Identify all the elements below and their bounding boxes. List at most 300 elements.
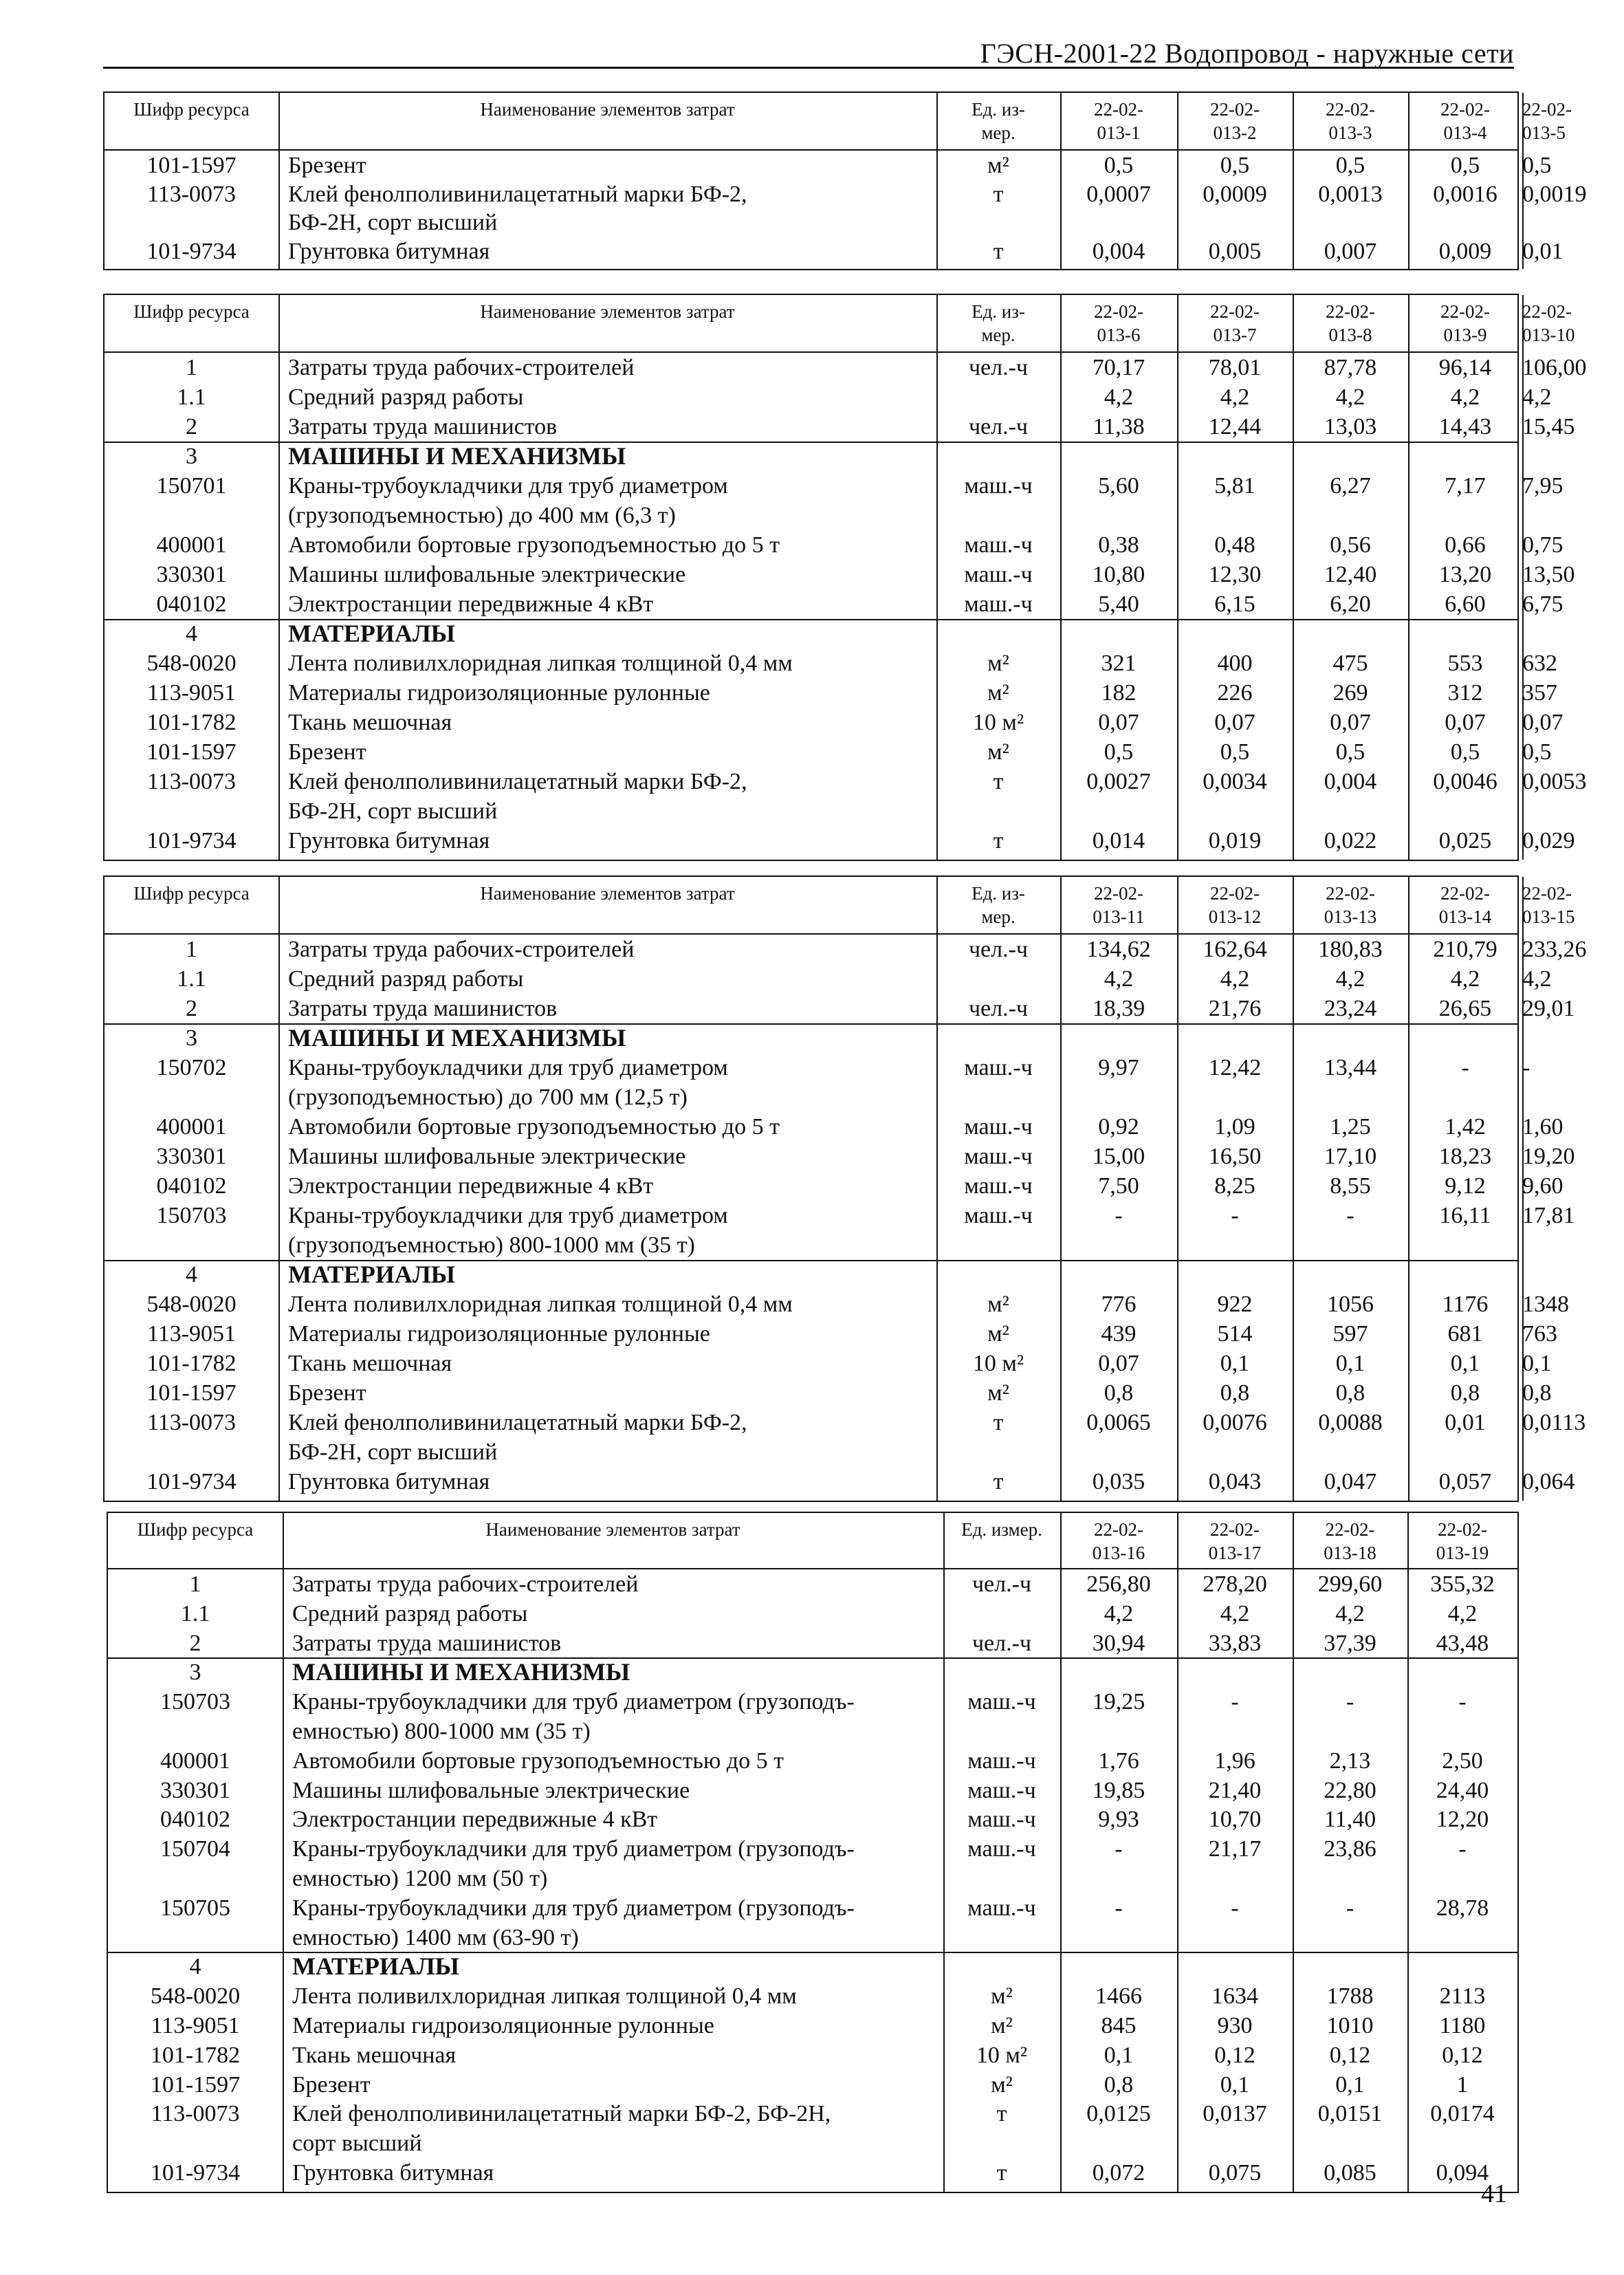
table-row (108, 2040, 1517, 2070)
resource-name: Брезент (292, 2071, 371, 2098)
value-cell: 4,2 (1522, 384, 1552, 410)
value-cell: 763 (1522, 1321, 1557, 1347)
value-cell: 0,1 (1104, 2042, 1134, 2068)
table-row (105, 1289, 1569, 1319)
header-column-code: 22-02- (1440, 301, 1490, 322)
value-cell: 21,17 (1208, 1836, 1262, 1862)
resource-code: 040102 (160, 1807, 230, 1833)
header-column-code: 22-02- (1440, 99, 1490, 120)
value-cell: 0,8 (1104, 2071, 1134, 2098)
value-cell: 9,60 (1522, 1173, 1563, 1199)
value-cell: - (1346, 1895, 1354, 1921)
value-cell: 37,39 (1324, 1630, 1376, 1656)
table-row (108, 1657, 1517, 1687)
unit: маш.-ч (964, 1144, 1033, 1169)
table-row (105, 1408, 1586, 1437)
value-cell: 23,24 (1324, 996, 1377, 1021)
value-cell: 12,42 (1208, 1055, 1262, 1080)
value-cell: 70,17 (1092, 355, 1145, 380)
header-column-code: 22-02- (1210, 301, 1260, 322)
value-cell: 43,48 (1436, 1630, 1489, 1656)
header-column-code: 013-14 (1438, 906, 1492, 927)
resource-code: 040102 (156, 591, 227, 617)
resource-code: 400001 (156, 1114, 227, 1140)
section-title: МАТЕРИАЛЫ (288, 1261, 455, 1288)
header-column-code: 013-13 (1324, 906, 1377, 927)
table-row (105, 767, 1587, 796)
value-cell: 355,32 (1430, 1571, 1495, 1597)
value-cell: 0,12 (1329, 2042, 1371, 2068)
header-column-code: 013-11 (1093, 906, 1145, 927)
unit: маш.-ч (967, 1689, 1036, 1715)
table-row (105, 796, 1517, 826)
value-cell: 0,0076 (1203, 1410, 1267, 1435)
header-column-code: 22-02- (1326, 99, 1375, 120)
value-cell: 134,62 (1086, 937, 1151, 962)
cost-table (103, 91, 1587, 270)
value-cell: 4,2 (1450, 384, 1480, 410)
value-cell: 1176 (1442, 1292, 1489, 1317)
table-row (105, 530, 1563, 560)
resource-code: 101-1597 (146, 1380, 237, 1406)
unit: м² (987, 1321, 1009, 1347)
value-cell: 0,12 (1214, 2042, 1255, 2068)
resource-code: 101-1782 (146, 710, 237, 735)
resource-code: 548-0020 (150, 1983, 241, 2010)
cost-table (103, 294, 1587, 861)
value-cell: 0,014 (1092, 828, 1145, 853)
value-cell: 4,2 (1220, 966, 1250, 992)
value-cell: 0,1 (1450, 1351, 1480, 1376)
resource-code: 3 (186, 444, 197, 469)
value-cell: 13,44 (1324, 1055, 1377, 1080)
header-column-code: 22-02- (1210, 1519, 1260, 1540)
value-cell: 9,12 (1445, 1173, 1486, 1199)
resource-name: Клей фенолполивинилацетатный марки БФ-2, (288, 181, 747, 207)
unit: 10 м² (976, 2042, 1028, 2068)
value-cell: 16,11 (1439, 1203, 1491, 1228)
value-cell: - (1461, 1055, 1469, 1080)
resource-name: Затраты труда машинистов (292, 1630, 562, 1656)
section-title: МАТЕРИАЛЫ (292, 1952, 459, 1981)
table-row (108, 1864, 1517, 1893)
value-cell: 0,072 (1092, 2160, 1145, 2186)
resource-code: 150702 (156, 1055, 227, 1080)
value-cell: 0,1 (1335, 2071, 1365, 2098)
value-cell: 0,0125 (1086, 2101, 1151, 2127)
resource-name: Машины шлифовальные электрические (292, 1777, 690, 1803)
value-cell: 0,5 (1522, 739, 1552, 765)
resource-code: 548-0020 (146, 1292, 237, 1317)
unit: маш.-ч (964, 1114, 1033, 1140)
section-title: МАШИНЫ И МЕХАНИЗМЫ (292, 1658, 630, 1686)
header-column-code: 22-02- (1326, 301, 1375, 322)
value-cell: 0,094 (1436, 2160, 1489, 2186)
resource-code: 113-0073 (146, 1410, 237, 1435)
value-cell: 0,029 (1522, 828, 1575, 853)
header-column-code: 013-17 (1208, 1543, 1262, 1563)
resource-code: 101-1782 (150, 2042, 241, 2068)
table-row (105, 1082, 1517, 1112)
resource-code: 150703 (156, 1203, 227, 1228)
value-cell: 0,0019 (1522, 181, 1587, 207)
header-column-code: 013-7 (1213, 325, 1257, 345)
resource-name: Грунтовка битумная (288, 238, 490, 264)
resource-code: 101-9734 (146, 238, 237, 264)
table-row (105, 1378, 1552, 1408)
unit: маш.-ч (967, 1836, 1036, 1862)
value-cell: 1,42 (1445, 1114, 1486, 1140)
value-cell: 1,96 (1214, 1748, 1255, 1774)
resource-name: емностью) 800-1000 мм (35 т) (292, 1719, 591, 1744)
value-cell: 87,78 (1324, 355, 1377, 380)
table-row (105, 737, 1552, 767)
resource-name: Электростанции передвижные 4 кВт (288, 1173, 654, 1199)
value-cell: 22,80 (1324, 1777, 1376, 1803)
value-cell: - (1346, 1689, 1354, 1715)
section-title: МАШИНЫ И МЕХАНИЗМЫ (288, 1024, 626, 1052)
table-row (108, 1717, 1517, 1746)
value-cell: - (1231, 1203, 1239, 1228)
value-cell: 0,5 (1104, 153, 1134, 178)
resource-name: Лента поливилхлоридная липкая толщиной 0,4 мм (288, 651, 793, 676)
resource-code: 113-9051 (146, 1321, 237, 1347)
resource-code: 101-1597 (146, 153, 237, 178)
resource-code: 548-0020 (146, 651, 237, 676)
table-row (105, 1112, 1563, 1142)
value-cell: 0,047 (1324, 1469, 1377, 1494)
unit: чел.-ч (968, 996, 1029, 1021)
value-cell: 0,035 (1092, 1469, 1145, 1494)
resource-name: Краны-трубоукладчики для труб диаметром (288, 1055, 728, 1080)
value-cell: 4,2 (1522, 966, 1552, 992)
header-column-code: 013-16 (1092, 1543, 1145, 1563)
value-cell: 0,5 (1335, 739, 1365, 765)
page-header (103, 34, 1514, 69)
value-cell: 8,55 (1330, 1173, 1371, 1199)
header-code: Шифр ресурса (133, 99, 250, 120)
value-cell: 12,20 (1436, 1807, 1489, 1833)
header-column-code: 22-02- (1440, 883, 1490, 904)
resource-name: Электростанции передвижные 4 кВт (292, 1807, 658, 1833)
header-unit: Ед. измер. (961, 1519, 1042, 1540)
table-row (108, 2099, 1517, 2129)
unit: маш.-ч (967, 1895, 1036, 1921)
value-cell: 5,81 (1214, 473, 1255, 499)
unit: маш.-ч (964, 591, 1033, 617)
resource-name: Электростанции передвижные 4 кВт (288, 591, 654, 617)
header-column-code: 013-5 (1522, 122, 1566, 143)
unit: м² (987, 1380, 1009, 1406)
table-row (105, 649, 1557, 678)
value-cell: 23,86 (1324, 1836, 1376, 1862)
value-cell: - (1231, 1895, 1239, 1921)
value-cell: - (1115, 1836, 1123, 1862)
resource-code: 2 (186, 996, 197, 1021)
value-cell: 4,2 (1450, 966, 1480, 992)
value-cell: 1348 (1522, 1292, 1569, 1317)
header-column-code: 22-02- (1522, 301, 1572, 322)
resource-code: 150701 (156, 473, 227, 499)
resource-code: 400001 (160, 1748, 230, 1774)
unit: м² (991, 2071, 1013, 2098)
table-row (105, 442, 1517, 471)
unit: маш.-ч (967, 1748, 1036, 1774)
table-row (108, 1923, 1517, 1952)
resource-code: 113-0073 (146, 181, 237, 207)
unit: т (996, 2101, 1007, 2127)
value-cell: 2113 (1439, 1983, 1486, 2010)
resource-code: 101-9734 (146, 1469, 237, 1494)
value-cell: - (1115, 1203, 1123, 1228)
resource-code: 1 (186, 355, 197, 380)
value-cell: 4,2 (1104, 966, 1134, 992)
resource-name: емностью) 1200 мм (50 т) (292, 1866, 548, 1891)
table-row (108, 1687, 1517, 1717)
value-cell: 681 (1447, 1321, 1483, 1347)
resource-code: 1.1 (177, 966, 206, 992)
resource-name: Затраты труда машинистов (288, 414, 558, 439)
resource-code: 1.1 (180, 1600, 210, 1626)
value-cell: 6,27 (1330, 473, 1371, 499)
value-cell: 0,0027 (1086, 769, 1151, 794)
resource-name: емностью) 1400 мм (63-90 т) (292, 1924, 579, 1950)
value-cell: 0,085 (1324, 2160, 1376, 2186)
resource-code: 330301 (156, 1144, 227, 1169)
resource-name: Краны-трубоукладчики для труб диаметром (288, 1203, 728, 1228)
header-column-code: 013-8 (1328, 325, 1372, 345)
value-cell: 4,2 (1335, 1600, 1365, 1626)
value-cell: 0,0088 (1318, 1410, 1383, 1435)
value-cell: 18,39 (1092, 996, 1145, 1021)
resource-name: Машины шлифовальные электрические (288, 562, 686, 587)
unit: чел.-ч (968, 937, 1029, 962)
unit: т (996, 2160, 1007, 2186)
value-cell: 0,5 (1104, 739, 1134, 765)
value-cell: 845 (1101, 2013, 1137, 2038)
header-column-code: 013-18 (1324, 1543, 1376, 1563)
table-row (105, 826, 1575, 856)
resource-name: Краны-трубоукладчики для труб диаметром (288, 473, 728, 499)
value-cell: - (1231, 1689, 1239, 1715)
resource-name: Брезент (288, 1380, 366, 1406)
value-cell: 0,004 (1324, 769, 1377, 794)
table-row (108, 1893, 1517, 1923)
resource-name: Ткань мешочная (288, 1351, 452, 1376)
unit: т (993, 238, 1004, 264)
resource-code: 101-1782 (146, 1351, 237, 1376)
value-cell: 10,70 (1208, 1807, 1262, 1833)
resource-code: 150704 (160, 1836, 230, 1862)
cost-table (107, 1512, 1519, 2193)
header-column-code: 22-02- (1438, 1519, 1487, 1540)
value-cell: 10,80 (1092, 562, 1145, 587)
table-row (108, 1629, 1517, 1658)
resource-name: Средний разряд работы (288, 966, 524, 992)
header-rule (103, 67, 1514, 69)
value-cell: 0,8 (1335, 1380, 1365, 1406)
table-row (105, 237, 1563, 265)
value-cell: 29,01 (1522, 996, 1575, 1021)
resource-name: БФ-2Н, сорт высший (288, 210, 498, 235)
value-cell: 0,1 (1220, 2071, 1250, 2098)
value-cell: 0,8 (1450, 1380, 1480, 1406)
table-row (105, 1349, 1552, 1378)
header-column-code: 22-02- (1094, 883, 1143, 904)
value-cell: 0,007 (1324, 238, 1377, 264)
value-cell: 0,8 (1104, 1380, 1134, 1406)
resource-code: 150705 (160, 1895, 230, 1921)
resource-code: 113-0073 (146, 769, 237, 794)
value-cell: 400 (1217, 651, 1253, 676)
header-column-code: 22-02- (1094, 99, 1143, 120)
value-cell: 299,60 (1317, 1571, 1383, 1597)
value-cell: 0,12 (1442, 2042, 1483, 2068)
unit: маш.-ч (964, 1055, 1033, 1080)
value-cell: 0,5 (1220, 153, 1250, 178)
table-row (108, 1599, 1517, 1629)
value-cell: 1466 (1095, 1983, 1142, 2010)
value-cell: 0,5 (1450, 739, 1480, 765)
value-cell: 12,30 (1208, 562, 1262, 587)
unit: м² (991, 2013, 1013, 2038)
resource-code: 3 (186, 1025, 197, 1051)
value-cell: 0,66 (1445, 532, 1486, 558)
unit: м² (987, 739, 1009, 765)
resource-name: Клей фенолполивинилацетатный марки БФ-2, (288, 769, 747, 794)
header-unit: Ед. из- (972, 301, 1025, 322)
value-cell: 6,60 (1445, 591, 1486, 617)
header-code: Шифр ресурса (137, 1519, 254, 1540)
value-cell: 0,043 (1208, 1469, 1262, 1494)
unit: маш.-ч (964, 562, 1033, 587)
unit: маш.-ч (967, 1807, 1036, 1833)
resource-name: БФ-2Н, сорт высший (288, 798, 498, 824)
header-unit: мер. (981, 325, 1016, 345)
value-cell: 180,83 (1318, 937, 1383, 962)
value-cell: 475 (1332, 651, 1368, 676)
value-cell: 19,85 (1092, 1777, 1145, 1803)
table-row (105, 1053, 1530, 1082)
value-cell: 7,95 (1522, 473, 1563, 499)
resource-code: 330301 (160, 1777, 230, 1803)
value-cell: 439 (1101, 1321, 1137, 1347)
value-cell: 269 (1332, 680, 1368, 706)
table-row (105, 382, 1552, 412)
value-cell: 28,78 (1436, 1895, 1489, 1921)
header-column-code: 013-6 (1097, 325, 1141, 345)
table-row (105, 560, 1575, 589)
section-title: МАТЕРИАЛЫ (288, 620, 455, 647)
header-name: Наименование элементов затрат (480, 301, 735, 322)
value-cell: 0,1 (1335, 1351, 1365, 1376)
header-name: Наименование элементов затрат (485, 1519, 740, 1540)
table-row (105, 935, 1587, 964)
table-row (108, 1805, 1517, 1834)
value-cell: - (1458, 1689, 1467, 1715)
value-cell: 7,17 (1445, 473, 1486, 499)
header-title: ГЭСН-2001-22 Водопровод - наружные сети (980, 38, 1514, 69)
resource-code: 400001 (156, 532, 227, 558)
resource-name: Средний разряд работы (288, 384, 524, 410)
unit: чел.-ч (968, 355, 1029, 380)
unit: маш.-ч (964, 1173, 1033, 1199)
value-cell: 1,09 (1214, 1114, 1255, 1140)
resource-name: Машины шлифовальные электрические (288, 1144, 686, 1169)
value-cell: 0,064 (1522, 1469, 1575, 1494)
value-cell: 11,40 (1324, 1807, 1376, 1833)
value-cell: 4,2 (1104, 384, 1134, 410)
value-cell: 0,0137 (1203, 2101, 1267, 2127)
value-cell: - (1346, 1203, 1354, 1228)
value-cell: 6,15 (1214, 591, 1255, 617)
unit: 10 м² (972, 1351, 1024, 1376)
unit: м² (987, 153, 1009, 178)
value-cell: 0,1 (1220, 1351, 1250, 1376)
value-cell: 597 (1332, 1321, 1368, 1347)
value-cell: 15,00 (1092, 1144, 1145, 1169)
value-cell: 1788 (1326, 1983, 1374, 2010)
resource-name: Затраты труда рабочих-строителей (292, 1571, 639, 1597)
value-cell: 16,50 (1208, 1144, 1262, 1169)
value-cell: 321 (1101, 651, 1137, 676)
value-cell: 0,07 (1330, 710, 1371, 735)
value-cell: 0,0013 (1318, 181, 1383, 207)
resource-code: 1.1 (177, 384, 206, 410)
resource-code: 101-9734 (150, 2160, 241, 2186)
resource-code: 101-9734 (146, 828, 237, 853)
header-code: Шифр ресурса (133, 301, 250, 322)
table-row (105, 708, 1563, 737)
value-cell: 15,45 (1522, 414, 1575, 439)
resource-name: Затраты труда рабочих-строителей (288, 355, 635, 380)
resource-name: Брезент (288, 739, 366, 765)
value-cell: 182 (1101, 680, 1137, 706)
table-row (108, 2011, 1517, 2040)
table-row (108, 1569, 1517, 1599)
table-row (105, 1467, 1575, 1496)
resource-code: 4 (186, 621, 197, 646)
value-cell: 312 (1447, 680, 1483, 706)
cost-table (103, 875, 1587, 1502)
resource-name: Материалы гидроизоляционные рулонные (288, 1321, 710, 1347)
section-divider (108, 1952, 1517, 1953)
value-cell: 13,50 (1522, 562, 1575, 587)
value-cell: 26,65 (1438, 996, 1492, 1021)
unit: т (993, 181, 1004, 207)
header-unit: Ед. из- (972, 99, 1025, 120)
value-cell: 0,5 (1220, 739, 1250, 765)
header-column-code: 013-9 (1443, 325, 1487, 345)
value-cell: 1056 (1327, 1292, 1374, 1317)
unit: маш.-ч (964, 1203, 1033, 1228)
value-cell: 0,07 (1445, 710, 1486, 735)
unit: чел.-ч (972, 1571, 1032, 1597)
value-cell: 0,92 (1098, 1114, 1139, 1140)
value-cell: 233,26 (1522, 937, 1587, 962)
table-row (108, 1834, 1517, 1864)
value-cell: 0,01 (1522, 238, 1563, 264)
value-cell: 0,004 (1092, 238, 1145, 264)
value-cell: - (1115, 1895, 1123, 1921)
value-cell: 0,0007 (1086, 181, 1151, 207)
resource-name: Автомобили бортовые грузоподъемностью до 5 т (288, 532, 780, 558)
value-cell: 13,20 (1438, 562, 1492, 587)
header-unit: мер. (981, 906, 1016, 927)
table-row (105, 501, 1517, 530)
table-row (108, 2070, 1517, 2100)
resource-name: (грузоподъемностью) 800-1000 мм (35 т) (288, 1232, 695, 1258)
